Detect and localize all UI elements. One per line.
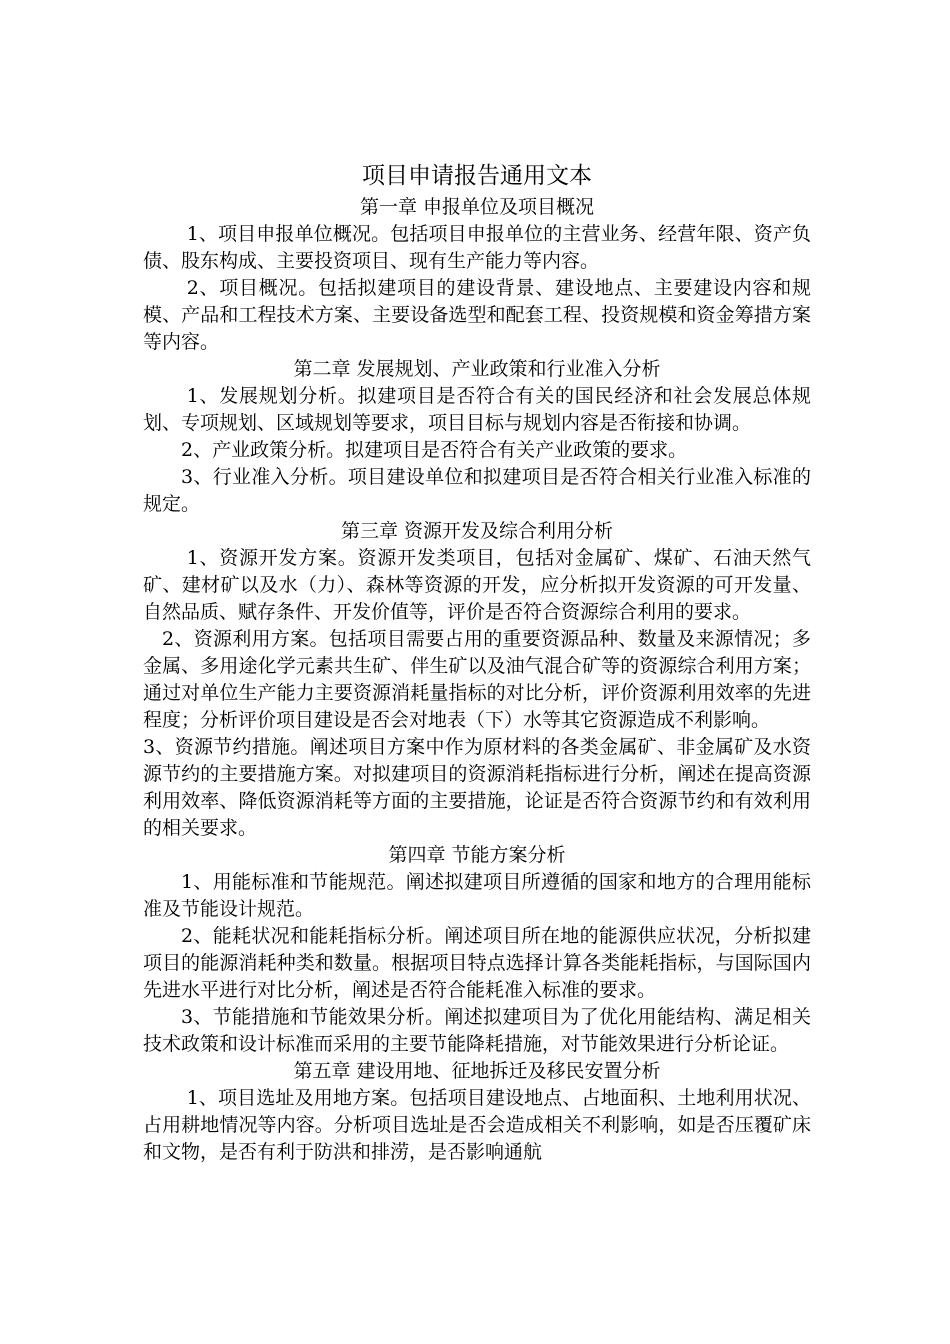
chapter-3-heading: 第三章 资源开发及综合利用分析 — [340, 520, 614, 542]
chapter-4-heading: 第四章 节能方案分析 — [388, 844, 566, 866]
chapter-2-paragraph-1: 1、发展规划分析。拟建项目是否符合有关的国民经济和社会发展总体规划、专项规划、区域规划等要求，项目目标与规划内容是否衔接和协调。 — [143, 385, 811, 434]
document-body — [143, 158, 811, 1166]
chapter-4-paragraph-3: 3、节能措施和节能效果分析。阐述拟建项目为了优化用能结构、满足相关技术政策和设计标准而采用的主要节能降耗措施，对节能效果进行分析论证。 — [143, 1006, 811, 1055]
chapter-5-paragraph-1: 1、项目选址及用地方案。包括项目建设地点、占地面积、土地利用状况、占用耕地情况等内容。分析项目选址是否会造成相关不利影响，如是否压覆矿床和文物，是否有利于防洪和排涝，是否影响通航 — [143, 1087, 811, 1163]
chapter-3-paragraph-1: 1、资源开发方案。资源开发类项目，包括对金属矿、煤矿、石油天然气矿、建材矿以及水（力）、森林等资源的开发，应分析拟开发资源的可开发量、自然品质、赋存条件、开发价值等，评价是否符合资源综合利用的要求。 — [143, 547, 811, 623]
chapter-1-paragraph-2: 2、项目概况。包括拟建项目的建设背景、建设地点、主要建设内容和规模、产品和工程技术方案、主要设备选型和配套工程、投资规模和资金筹措方案等内容。 — [143, 277, 811, 353]
document-title: 项目申请报告通用文本 — [362, 163, 592, 189]
chapter-1-heading: 第一章 申报单位及项目概况 — [359, 196, 595, 218]
chapter-3-paragraph-3: 3、资源节约措施。阐述项目方案中作为原材料的各类金属矿、非金属矿及水资源节约的主要措施方案。对拟建项目的资源消耗指标进行分析，阐述在提高资源利用效率、降低资源消耗等方面的主要措施，论证是否符合资源节约和有效利用的相关要求。 — [143, 736, 811, 839]
chapter-1-paragraph-1: 1、项目申报单位概况。包括项目申报单位的主营业务、经营年限、资产负债、股东构成、主要投资项目、现有生产能力等内容。 — [143, 223, 811, 272]
chapter-4-paragraph-1: 1、用能标准和节能规范。阐述拟建项目所遵循的国家和地方的合理用能标准及节能设计规范。 — [143, 871, 811, 920]
chapter-2-paragraph-2: 2、产业政策分析。拟建项目是否符合有关产业政策的要求。 — [181, 439, 688, 461]
chapter-3-paragraph-2: 2、资源利用方案。包括项目需要占用的重要资源品种、数量及来源情况；多金属、多用途化学元素共生矿、伴生矿以及油气混合矿等的资源综合利用方案；通过对单位生产能力主要资源消耗量指标的对比分析，评价资源利用效率的先进程度；分析评价项目建设是否会对地表（下）水等其它资源造成不利影响。 — [143, 628, 811, 731]
chapter-5-heading: 第五章 建设用地、征地拆迁及移民安置分析 — [293, 1060, 661, 1082]
chapter-4-paragraph-2: 2、能耗状况和能耗指标分析。阐述项目所在地的能源供应状况，分析拟建项目的能源消耗种类和数量。根据项目特点选择计算各类能耗指标，与国际国内先进水平进行对比分析，阐述是否符合能耗准入标准的要求。 — [143, 925, 811, 1001]
chapter-2-heading: 第二章 发展规划、产业政策和行业准入分析 — [293, 358, 661, 380]
chapter-2-paragraph-3: 3、行业准入分析。项目建设单位和拟建项目是否符合相关行业准入标准的规定。 — [143, 466, 811, 515]
